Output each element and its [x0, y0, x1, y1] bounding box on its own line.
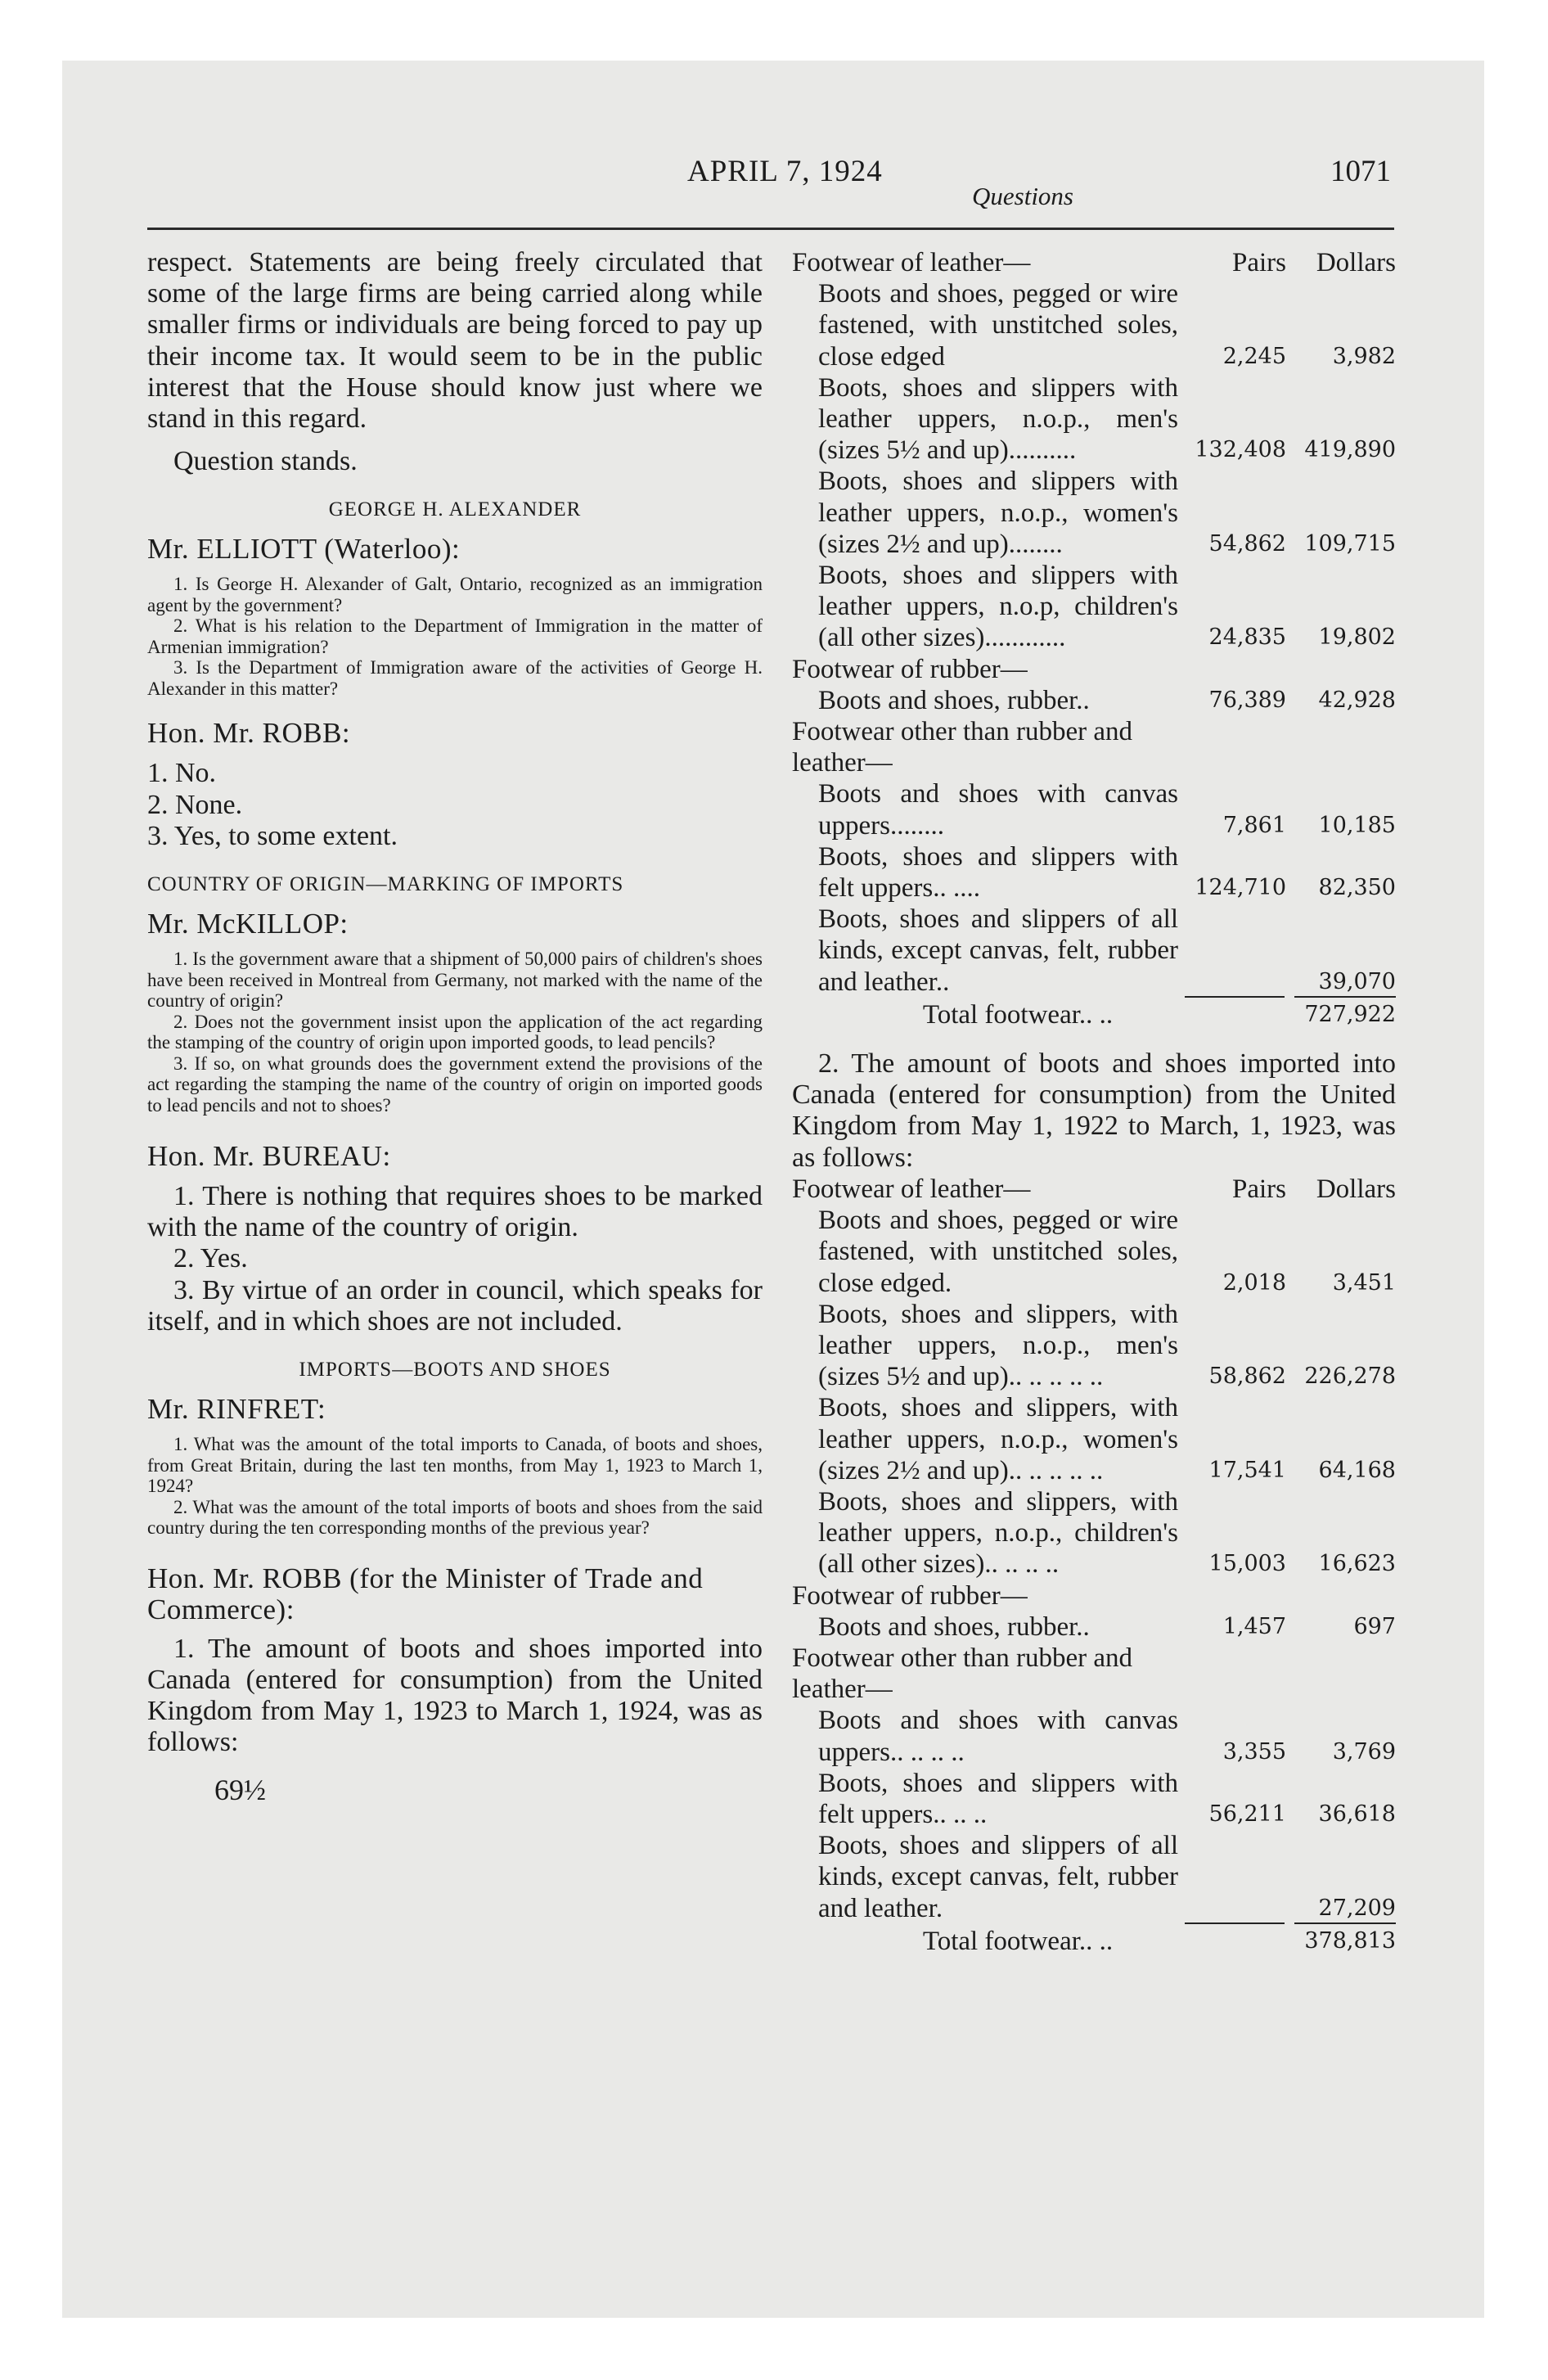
question-item: 1. What was the amount of the total imports to Canada, of boots and shoes, from Great Britain, during the last ten months, from May 1, 1923 to March 1, 1924?: [147, 1434, 763, 1497]
answer-item: 1. No.: [147, 758, 217, 789]
section-heading-alexander: GEORGE H. ALEXANDER: [328, 498, 582, 521]
row-desc: Boots, shoes and slippers, with leather uppers, n.o.p., children's (all other sizes).. .. .. ..: [818, 1486, 1178, 1580]
row-desc: Boots, shoes and slippers with leather uppers, n.o.p, children's (all other sizes)............: [818, 561, 1178, 653]
total-row: [792, 1926, 1396, 1957]
row-pairs: 15,003: [1208, 1551, 1286, 1577]
row-dollars: 419,890: [1304, 437, 1396, 463]
total-value: 727,922: [1304, 1001, 1396, 1027]
table-row: [792, 1705, 1396, 1767]
row-desc: Boots and shoes with canvas uppers........: [818, 779, 1178, 841]
col-dollars: Dollars: [1316, 248, 1396, 277]
question-item: 3. If so, on what grounds does the government extend the provisions of the act regarding the stamping the name of the country of origin on imported goods to lead pencils and not to shoes?: [147, 1053, 763, 1116]
row-pairs: 7,861: [1222, 812, 1286, 838]
question-item: 1. Is George H. Alexander of Galt, Ontario, recognized as an immigration agent by the government?: [147, 574, 763, 615]
row-desc: Boots, shoes and slippers of all kinds, except canvas, felt, rubber and leather.: [818, 1831, 1178, 1923]
row-desc: Boots and shoes, pegged or wire fastened, with unstitched soles, close edged.: [818, 1206, 1178, 1298]
row-dollars: 64,168: [1318, 1457, 1396, 1483]
answer-item: 1. There is nothing that requires shoes to be marked with the name of the country of origin.: [147, 1181, 763, 1243]
row-dollars: 82,350: [1318, 875, 1396, 901]
total-row: [792, 999, 1396, 1030]
header-date: APRIL 7, 1924: [687, 155, 883, 188]
col-pairs: Pairs: [1232, 248, 1286, 277]
table-row: [792, 1392, 1396, 1486]
total-value: 378,813: [1304, 1927, 1396, 1954]
row-desc: Boots, shoes and slippers with leather uppers, n.o.p., women's (sizes 2½ and up)........: [818, 467, 1178, 559]
header-rule: [147, 228, 1394, 230]
imports-table-1922: [792, 1174, 1396, 1957]
table-row: [792, 841, 1396, 904]
table-row: [792, 466, 1396, 560]
row-dollars: 42,928: [1318, 687, 1396, 713]
answerer-robb-trade: Hon. Mr. ROBB (for the Minister of Trade and Commerce):: [147, 1562, 704, 1625]
table-row: [792, 560, 1396, 654]
row-pairs: 76,389: [1208, 687, 1286, 713]
intro-paragraph: respect. Statements are being freely circulated that some of the large firms are being carried along while smaller firms or individuals are being forced to pay up their income tax. It would seem to be in the public interest that the House should know just where we stand in this regard.: [147, 247, 763, 435]
table-row: [792, 1768, 1396, 1830]
folio-mark: 69½: [214, 1774, 266, 1807]
row-desc: Boots and shoes, pegged or wire fastened, with unstitched soles, close edged: [818, 279, 1178, 372]
table-row: [792, 1830, 1396, 1924]
table-row: [792, 685, 1396, 716]
col-dollars: Dollars: [1316, 1174, 1396, 1204]
row-dollars: 36,618: [1318, 1801, 1396, 1827]
row-dollars: 3,769: [1332, 1738, 1396, 1765]
row-dollars: 16,623: [1318, 1551, 1396, 1577]
row-pairs: 1,457: [1222, 1613, 1286, 1639]
category-label: Footwear other than rubber and leather—: [792, 717, 1133, 778]
imports-table-1923: [792, 247, 1396, 1030]
row-desc: Boots and shoes, rubber..: [818, 1611, 1090, 1642]
category-label: Footwear other than rubber and leather—: [792, 1643, 1133, 1705]
row-pairs: 2,245: [1222, 343, 1286, 369]
table-header: [792, 1174, 1396, 1205]
row-dollars: 697: [1353, 1613, 1396, 1639]
row-dollars: 39,070: [1318, 968, 1396, 994]
table-row: [792, 904, 1396, 998]
category-label: Footwear of leather—: [792, 248, 1031, 277]
answer-item: 2. None.: [147, 789, 243, 820]
question-item: 2. What is his relation to the Department of Immigration in the matter of Armenian immigration?: [147, 615, 763, 657]
row-desc: Boots, shoes and slippers with leather uppers, n.o.p., men's (sizes 5½ and up)..........: [818, 372, 1178, 466]
col-pairs: Pairs: [1232, 1174, 1286, 1204]
table-header: [792, 247, 1396, 278]
question-item: 3. Is the Department of Immigration aware of the activities of George H. Alexander in this matter?: [147, 657, 763, 699]
row-desc: Boots, shoes and slippers, with leather uppers, n.o.p., men's (sizes 5½ and up).. .. .. .. ..: [818, 1299, 1178, 1392]
category-label: Footwear of leather—: [792, 1174, 1031, 1204]
right-column: [792, 247, 1396, 1957]
table-row: [792, 778, 1396, 841]
table-row: [792, 1299, 1396, 1393]
answer-item: 2. The amount of boots and shoes imported into Canada (entered for consumption) from the United Kingdom from May 1, 1922 to March, 1, 1923, was as follows:: [792, 1048, 1396, 1173]
speaker-rinfret: Mr. RINFRET:: [147, 1393, 326, 1426]
row-pairs: 3,355: [1222, 1738, 1286, 1765]
question-item: 2. Does not the government insist upon the application of the act regarding the stamping of the country of origin upon imported goods, to lead pencils?: [147, 1011, 763, 1053]
question-stands: Question stands.: [173, 446, 358, 477]
category-label: Footwear of rubber—: [792, 654, 1028, 684]
row-dollars: 27,209: [1318, 1895, 1396, 1921]
question-item: 2. What was the amount of the total imports of boots and shoes from the said country during the ten corresponding months of the previous year?: [147, 1496, 763, 1539]
row-dollars: 226,278: [1304, 1364, 1396, 1390]
row-pairs: 54,862: [1208, 530, 1286, 557]
page-number: 1071: [1330, 155, 1391, 188]
answerer-bureau: Hon. Mr. BUREAU:: [147, 1140, 391, 1173]
table-row: [792, 1486, 1396, 1580]
speaker-elliott: Mr. ELLIOTT (Waterloo):: [147, 533, 461, 566]
row-desc: Boots, shoes and slippers with felt uppers.. .. ..: [818, 1768, 1178, 1829]
answer-item: 1. The amount of boots and shoes imported into Canada (entered for consumption) from the United Kingdom from May 1, 1923 to March 1, 1924, was as follows:: [147, 1633, 763, 1758]
row-pairs: 132,408: [1195, 437, 1286, 463]
row-pairs: 124,710: [1195, 875, 1286, 901]
total-label: Total footwear.. ..: [922, 999, 1114, 1030]
table-row: [792, 1611, 1396, 1643]
left-column: [147, 247, 763, 1807]
row-dollars: 10,185: [1318, 812, 1396, 838]
answer-item: 2. Yes.: [173, 1243, 248, 1274]
row-pairs: 17,541: [1208, 1457, 1286, 1483]
row-desc: Boots and shoes, rubber..: [818, 685, 1090, 715]
row-pairs: 2,018: [1222, 1269, 1286, 1296]
answer-item: 3. Yes, to some extent.: [147, 820, 398, 851]
answerer-robb: Hon. Mr. ROBB:: [147, 717, 351, 750]
table-row: [792, 1205, 1396, 1299]
row-desc: Boots, shoes and slippers with felt uppers.. ....: [818, 841, 1178, 904]
speaker-mckillop: Mr. McKILLOP:: [147, 908, 349, 940]
row-desc: Boots and shoes with canvas uppers.. .. .. ..: [818, 1706, 1178, 1767]
row-dollars: 3,451: [1332, 1269, 1396, 1296]
total-label: Total footwear.. ..: [922, 1926, 1114, 1956]
table-row: [792, 278, 1396, 372]
header-subtitle: Questions: [972, 182, 1073, 210]
row-desc: Boots, shoes and slippers, with leather uppers, n.o.p., women's (sizes 2½ and up).. .. .. .. ..: [818, 1393, 1178, 1485]
section-heading-origin: COUNTRY OF ORIGIN—MARKING OF IMPORTS: [147, 873, 624, 896]
table-row: [792, 372, 1396, 467]
section-heading-imports: IMPORTS—BOOTS AND SHOES: [299, 1359, 611, 1382]
row-pairs: 56,211: [1208, 1801, 1286, 1827]
row-dollars: 109,715: [1304, 530, 1396, 557]
row-pairs: 24,835: [1208, 624, 1286, 651]
row-dollars: 19,802: [1318, 624, 1396, 651]
question-item: 1. Is the government aware that a shipment of 50,000 pairs of children's shoes have been received in Montreal from Germany, not marked with the name of the country of origin?: [147, 949, 763, 1012]
row-pairs: 58,862: [1208, 1364, 1286, 1390]
category-label: Footwear of rubber—: [792, 1580, 1028, 1611]
row-desc: Boots, shoes and slippers of all kinds, except canvas, felt, rubber and leather..: [818, 904, 1178, 997]
row-dollars: 3,982: [1332, 343, 1396, 369]
answer-item: 3. By virtue of an order in council, which speaks for itself, and in which shoes are not included.: [147, 1274, 763, 1336]
